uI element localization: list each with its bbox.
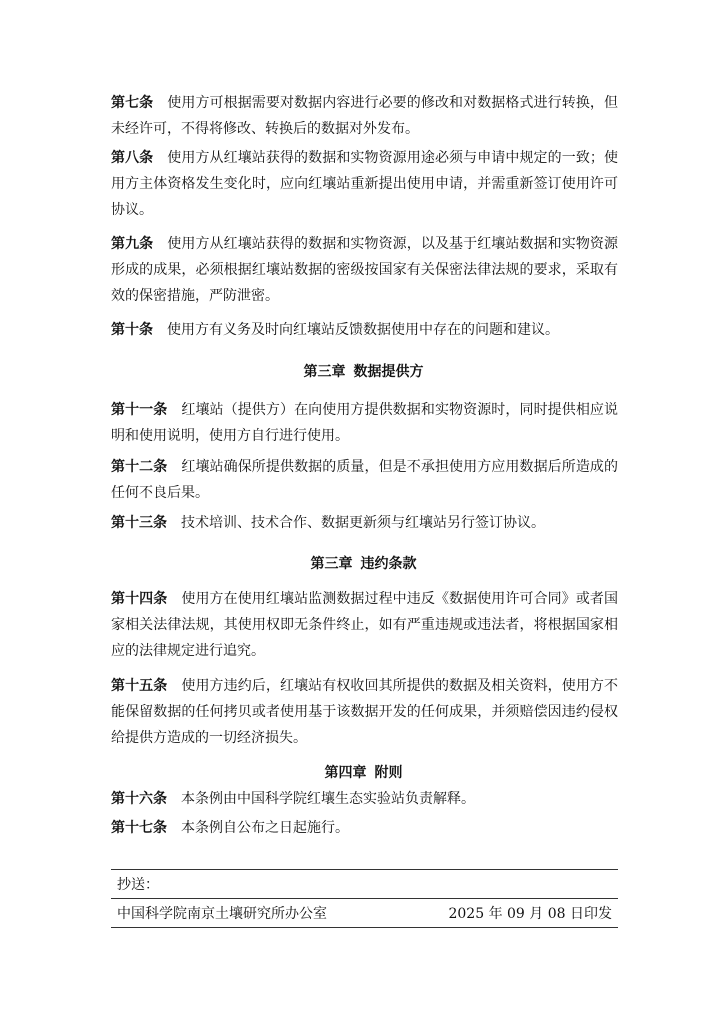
article-text: 使用方可根据需要对数据内容进行必要的修改和对数据格式进行转换，但未经许可，不得将修改、转换后的数据对外发布。 <box>111 95 618 137</box>
article-14 <box>111 586 618 664</box>
article-label: 第十四条 <box>111 591 168 607</box>
article-12 <box>111 454 618 506</box>
article-13 <box>111 510 618 536</box>
issue-date: 2025 年 09 月 08 日印发 <box>448 906 612 922</box>
article-label: 第七条 <box>111 95 154 111</box>
article-8 <box>111 145 618 223</box>
issuer-name: 中国科学院南京土壤研究所办公室 <box>117 906 327 922</box>
article-text: 使用方从红壤站获得的数据和实物资源，以及基于红壤站数据和实物资源形成的成果，必须根据红壤站数据的密级按国家有关保密法律法规的要求，采取有效的保密措施，严防泄密。 <box>111 236 618 304</box>
article-label: 第八条 <box>111 150 154 166</box>
article-label: 第十三条 <box>111 515 167 531</box>
chapter-heading-breach-terms <box>0 553 727 573</box>
chapter-number: 第三章 <box>310 556 353 572</box>
article-text: 使用方从红壤站获得的数据和实物资源用途必须与申请中规定的一致；使用方主体资格发生变化时，应向红壤站重新提出使用申请，并需重新签订使用许可协议。 <box>111 150 618 218</box>
article-15 <box>111 673 618 751</box>
article-text: 技术培训、技术合作、数据更新须与红壤站另行签订协议。 <box>181 515 545 531</box>
article-16 <box>111 786 618 812</box>
article-11 <box>111 397 618 449</box>
article-label: 第九条 <box>111 236 154 252</box>
article-text: 使用方有义务及时向红壤站反馈数据使用中存在的问题和建议。 <box>167 322 559 338</box>
chapter-number: 第三章 <box>303 364 346 380</box>
article-label: 第十五条 <box>111 678 168 694</box>
chapter-title: 附则 <box>374 765 403 781</box>
article-9 <box>111 231 618 309</box>
article-label: 第十六条 <box>111 791 167 807</box>
footer-top-rule <box>111 869 618 870</box>
article-text: 本条例自公布之日起施行。 <box>181 820 349 836</box>
chapter-heading-data-provider <box>0 361 727 381</box>
article-10 <box>111 317 618 343</box>
article-17 <box>111 815 618 841</box>
chapter-title: 数据提供方 <box>353 364 424 380</box>
article-label: 第十七条 <box>111 820 167 836</box>
article-text: 使用方在使用红壤站监测数据过程中违反《数据使用许可合同》或者国家相关法律法规，其使用权即无条件终止，如有严重违规或违法者，将根据国家相应的法律规定进行追究。 <box>111 591 619 659</box>
footer-bottom-rule <box>111 927 618 928</box>
article-label: 第十一条 <box>111 402 168 418</box>
article-text: 红壤站确保所提供数据的质量，但是不承担使用方应用数据后所造成的任何不良后果。 <box>111 459 619 501</box>
article-text: 本条例由中国科学院红壤生态实验站负责解释。 <box>181 791 475 807</box>
footer-middle-rule <box>111 898 618 899</box>
cc-label: 抄送： <box>117 877 159 893</box>
article-label: 第十二条 <box>111 459 168 475</box>
chapter-heading-supplementary <box>0 762 727 782</box>
article-text: 使用方违约后，红壤站有权收回其所提供的数据及相关资料，使用方不能保留数据的任何拷贝或者使用基于该数据开发的任何成果，并须赔偿因违约侵权给提供方造成的一切经济损失。 <box>111 678 619 746</box>
article-7 <box>111 90 618 142</box>
chapter-number: 第四章 <box>324 765 367 781</box>
chapter-title: 违约条款 <box>360 556 417 572</box>
article-label: 第十条 <box>111 322 153 338</box>
article-text: 红壤站（提供方）在向使用方提供数据和实物资源时，同时提供相应说明和使用说明，使用方自行进行使用。 <box>111 402 619 444</box>
